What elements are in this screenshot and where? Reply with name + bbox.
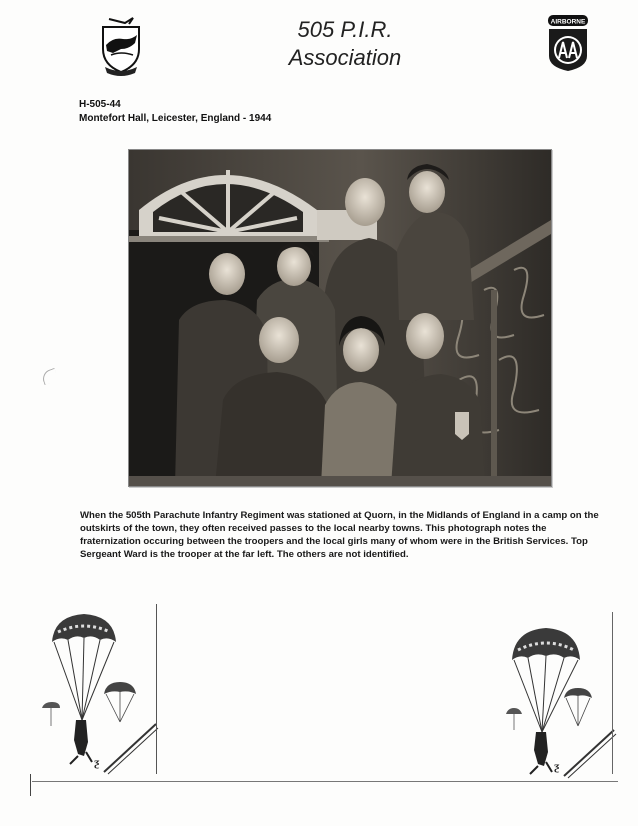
reference-location: Montefort Hall, Leicester, England - 1944 bbox=[79, 113, 272, 124]
title-line-2: Association bbox=[288, 45, 402, 70]
photo-caption: When the 505th Parachute Infantry Regiment was stationed at Quorn, in the Midlands of England in a camp on the outskirts of the town, they often received passes to the local nearby towns. This photograph notes the fraternization occuring between the troopers and the local girls many of whom were in the British Services. Top Sergeant Ward is the trooper at the far left. The others are not identified. bbox=[80, 510, 599, 560]
group-photo-troopers-icon bbox=[128, 149, 552, 487]
title-line-1: 505 P.I.R. bbox=[297, 17, 393, 42]
parachutist-illustration-icon bbox=[38, 602, 162, 782]
divider-vertical-right bbox=[612, 612, 613, 774]
airborne-aa-patch-icon bbox=[546, 14, 590, 72]
airborne-tab-text: AIRBORNE bbox=[550, 18, 586, 26]
association-title bbox=[230, 16, 460, 72]
parachutist-illustration-icon bbox=[492, 610, 618, 785]
divider-horizontal-bottom bbox=[32, 781, 618, 782]
svg-text:ƺ: ƺ bbox=[94, 755, 100, 769]
reference-code: H-505-44 bbox=[79, 99, 121, 110]
reference-block bbox=[79, 98, 271, 126]
page-smudge-mark bbox=[40, 368, 59, 385]
page-edge-mark bbox=[30, 774, 31, 796]
divider-vertical-left bbox=[156, 604, 157, 774]
panther-crest-icon bbox=[95, 15, 147, 77]
svg-text:ƺ: ƺ bbox=[554, 759, 560, 773]
